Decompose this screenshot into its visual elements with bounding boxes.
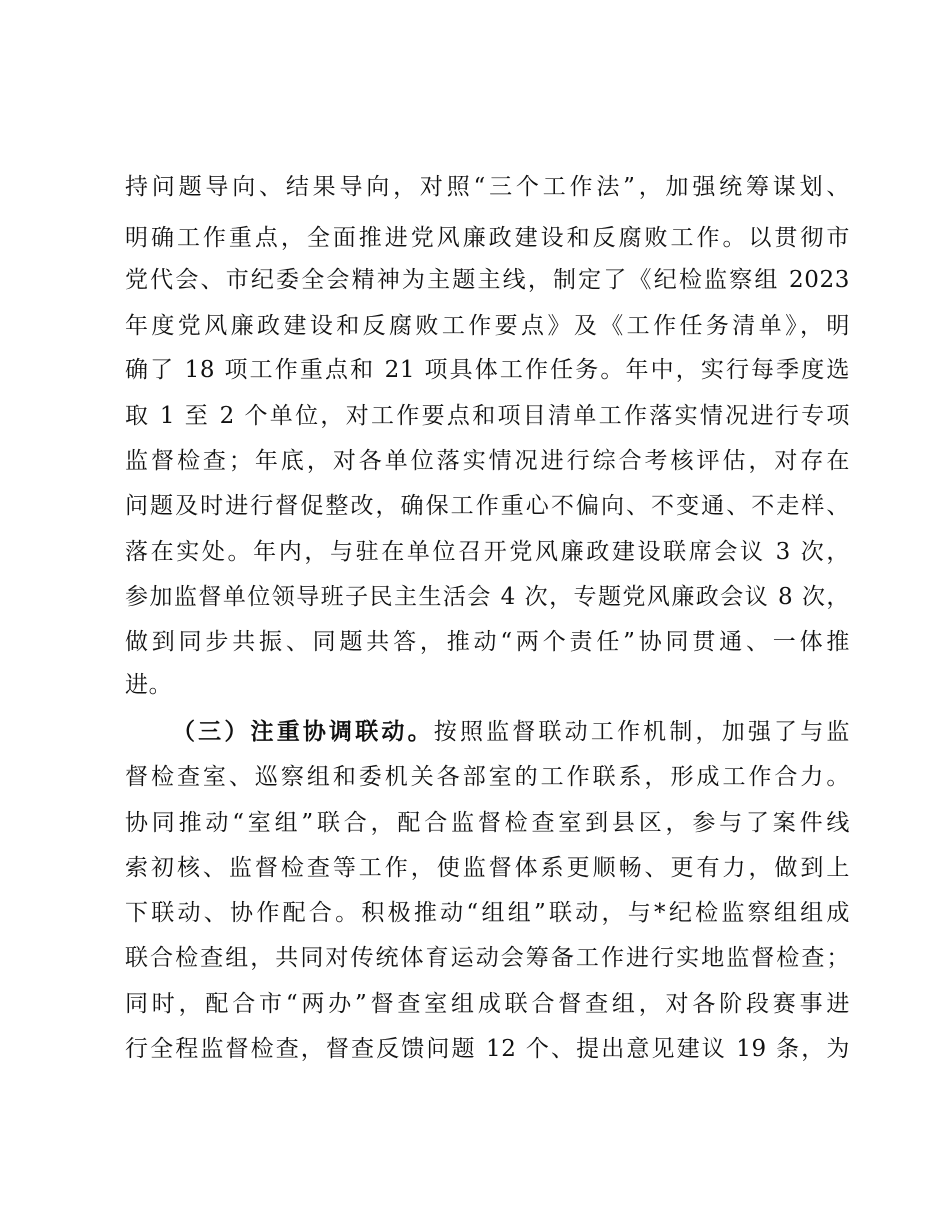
paragraph-1-line-3: 党代会、市纪委全会精神为主题主线，制定了《纪检监察组 2023 xyxy=(125,267,850,293)
paragraph-1-line-10: 参加监督单位领导班子民主生活会 4 次，专题党风廉政会议 8 次， xyxy=(125,584,850,610)
paragraph-2-line-1-text: 按照监督联动工作机制，加强了与监 xyxy=(433,719,850,745)
paragraph-1-line-11: 做到同步共振、同题共答，推动“两个责任”协同贯通、一体推 xyxy=(125,629,850,655)
paragraph-1-line-8: 问题及时进行督促整改，确保工作重心不偏向、不变通、不走样、 xyxy=(125,493,850,519)
paragraph-2-line-5: 下联动、协作配合。积极推动“组组”联动，与*纪检监察组组成 xyxy=(125,900,850,926)
paragraph-1-line-5: 确了 18 项工作重点和 21 项具体工作任务。年中，实行每季度选 xyxy=(125,357,850,383)
paragraph-1-line-4: 年度党风廉政建设和反腐败工作要点》及《工作任务清单》，明 xyxy=(125,313,850,339)
paragraph-2-line-8: 行全程监督检查，督查反馈问题 12 个、提出意见建议 19 条，为 xyxy=(125,1036,850,1062)
paragraph-2-line-7: 同时，配合市“两办”督查室组成联合督查组，对各阶段赛事进 xyxy=(125,991,850,1017)
paragraph-1-line-9: 落在实处。年内，与驻在单位召开党风廉政建设联席会议 3 次， xyxy=(125,539,850,565)
paragraph-2-line-1 xyxy=(172,715,850,749)
section-heading: （三）注重协调联动。 xyxy=(172,718,434,745)
paragraph-1-line-6: 取 1 至 2 个单位，对工作要点和项目清单工作落实情况进行专项 xyxy=(125,403,850,429)
paragraph-1-line-2: 明确工作重点，全面推进党风廉政建设和反腐败工作。以贯彻市 xyxy=(125,225,850,251)
paragraph-2-line-2: 督检查室、巡察组和委机关各部室的工作联系，形成工作合力。 xyxy=(125,764,850,790)
paragraph-1-line-7: 监督检查；年底，对各单位落实情况进行综合考核评估，对存在 xyxy=(125,448,850,474)
paragraph-2-line-6: 联合检查组，共同对传统体育运动会筹备工作进行实地监督检查； xyxy=(125,945,850,971)
paragraph-1-line-12: 进。 xyxy=(125,672,173,698)
paragraph-1-line-1: 持问题导向、结果导向，对照“三个工作法”，加强统筹谋划、 xyxy=(125,174,850,200)
paragraph-2-line-4: 索初核、监督检查等工作，使监督体系更顺畅、更有力，做到上 xyxy=(125,855,850,881)
paragraph-2-line-3: 协同推动“室组”联合，配合监督检查室到县区，参与了案件线 xyxy=(125,810,850,836)
